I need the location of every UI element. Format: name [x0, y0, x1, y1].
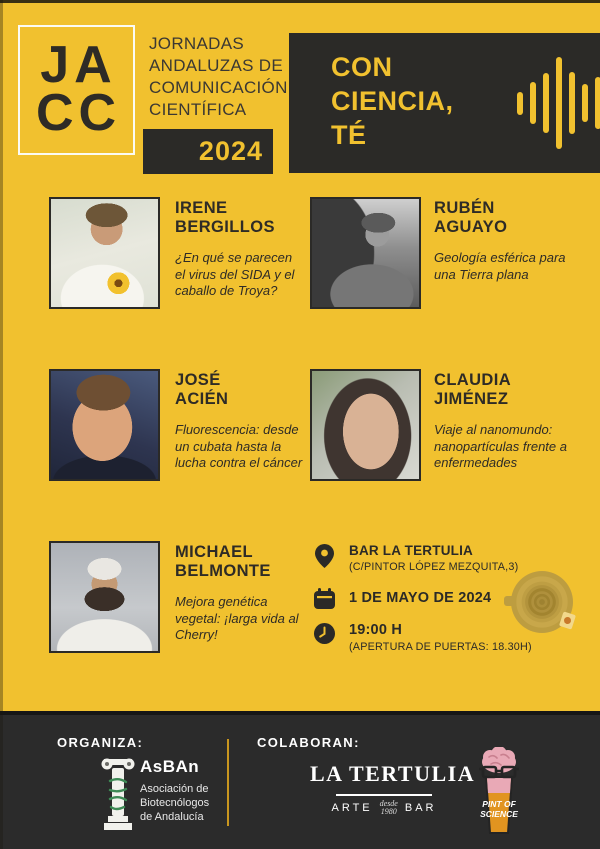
speaker-photo-claudia [310, 369, 421, 481]
title-line: ANDALUZAS DE [149, 56, 283, 75]
event-series-title [149, 33, 288, 121]
speaker-name-line: AGUAYO [434, 218, 508, 236]
speaker-topic: Viaje al nanomundo: nanopartículas frente a enfermedades [434, 422, 567, 470]
speaker-name [434, 199, 576, 237]
event-title-line: CIENCIA, [331, 86, 454, 116]
speaker-name-line: BELMONTE [175, 562, 271, 580]
speaker-name [175, 199, 305, 237]
tagline-arte: ARTE [331, 802, 373, 814]
clock-icon [312, 622, 336, 644]
tagline-desde-1980 [380, 800, 398, 816]
tagline-script-line: desde [379, 799, 398, 808]
jacc-acronym-line2: CC [35, 84, 122, 142]
event-title [331, 50, 454, 152]
event-time: 19:00 H [349, 622, 402, 638]
speaker-name-line: ACIÉN [175, 390, 229, 408]
speaker-topic: Fluorescencia: desde un cubata hasta la lucha contra el cáncer [175, 422, 303, 470]
speaker-name [175, 543, 309, 581]
speaker-card-jose [175, 371, 305, 472]
year-text: 2024 [198, 136, 263, 166]
pint-text-line2: SCIENCE [480, 809, 518, 819]
event-title-banner [289, 33, 600, 173]
speaker-photo-jose [49, 369, 160, 481]
la-tertulia-tagline [310, 800, 458, 816]
la-tertulia-name: LA TERTULIA [310, 761, 476, 786]
event-title-line: CON [331, 52, 393, 82]
venue-name: BAR LA TERTULIA [349, 543, 473, 558]
speaker-name [175, 371, 305, 409]
speaker-name-line: JOSÉ [175, 371, 221, 389]
date-info-row [312, 587, 491, 609]
speaker-name-line: RUBÉN [434, 199, 495, 217]
speaker-name [434, 371, 578, 409]
speaker-card-michael [175, 543, 309, 644]
time-info-row [312, 622, 532, 653]
tea-bag-tag [559, 611, 576, 629]
speaker-topic: Mejora genética vegetal: ¡larga vida al Cherry! [175, 594, 299, 642]
tagline-script-line: 1980 [380, 807, 397, 816]
event-date: 1 DE MAYO DE 2024 [349, 590, 492, 606]
venue-info-row [312, 543, 518, 573]
speaker-name-line: MICHAEL [175, 543, 253, 561]
speaker-topic: ¿En qué se parecen el virus del SIDA y el caballo de Troya? [175, 250, 295, 298]
footer [0, 711, 600, 849]
title-line: CIENTÍFICA [149, 100, 247, 119]
title-line: COMUNICACIÓN [149, 78, 288, 97]
year-badge [143, 129, 273, 174]
pint-text-line1: PINT OF [482, 799, 516, 809]
speaker-card-claudia [434, 371, 578, 472]
asban-subtitle [140, 782, 209, 824]
asban-name: AsBAn [140, 757, 200, 776]
sound-wave-icon [517, 33, 600, 173]
asban-column-logo [100, 756, 136, 837]
speaker-topic: Geología esférica para una Tierra plana [434, 250, 566, 282]
doors-open-time: (APERTURA DE PUERTAS: 18.30H) [349, 641, 532, 653]
colaboran-label: COLABORAN: [257, 735, 360, 750]
organiza-label: ORGANIZA: [57, 735, 144, 750]
jacc-acronym-line1: JA [40, 36, 117, 95]
jacc-acronym [32, 36, 122, 142]
speaker-photo-michael [49, 541, 160, 653]
speaker-photo-ruben [310, 197, 421, 309]
speaker-photo-irene [49, 197, 160, 309]
pint-of-science-logo [477, 747, 521, 844]
la-tertulia-logo [310, 761, 476, 816]
footer-divider [227, 739, 229, 826]
title-line: JORNADAS [149, 34, 244, 53]
speaker-card-ruben [434, 199, 576, 283]
jacc-logo [18, 25, 135, 155]
speaker-name-line: BERGILLOS [175, 218, 275, 236]
speaker-name-line: JIMÉNEZ [434, 390, 509, 408]
calendar-icon [312, 587, 336, 609]
la-tertulia-rule [336, 794, 432, 796]
asban-subtitle-line: Asociación de [140, 783, 209, 795]
tea-cup-image [511, 571, 573, 633]
tagline-bar: BAR [404, 802, 437, 814]
asban-subtitle-line: de Andalucía [140, 811, 204, 823]
venue-address: (C/PINTOR LÓPEZ MEZQUITA,3) [349, 561, 519, 573]
event-title-line: TÉ [331, 120, 367, 150]
location-pin-icon [312, 543, 336, 568]
asban-subtitle-line: Biotecnólogos [140, 797, 210, 809]
speaker-name-line: IRENE [175, 199, 228, 217]
speaker-card-irene [175, 199, 305, 300]
speaker-name-line: CLAUDIA [434, 371, 512, 389]
